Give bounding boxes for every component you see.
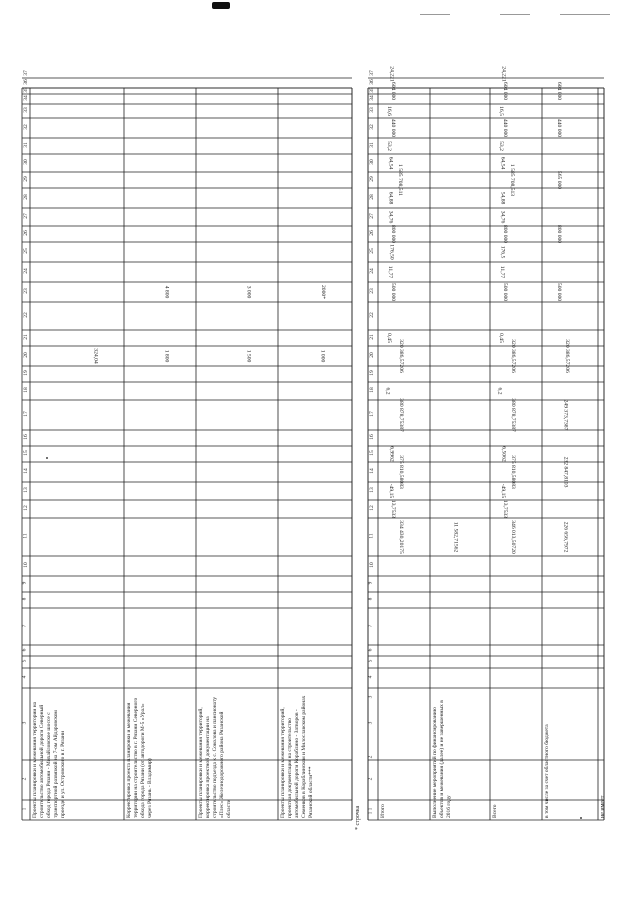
- right-cell-value: 176,5: [499, 245, 506, 259]
- column-number: 14: [368, 468, 375, 474]
- right-cell-value: 11,77: [387, 265, 394, 279]
- left-footnote: * строчка: [355, 805, 361, 830]
- right-cell-value: 320 386,57206: [397, 339, 404, 373]
- right-cell-value: 249 373,7387: [562, 399, 569, 431]
- column-number: 5: [21, 659, 28, 663]
- column-number: 12: [368, 505, 375, 511]
- column-number: 35: [22, 87, 29, 93]
- column-number: 15: [22, 450, 29, 456]
- column-number: 8: [367, 597, 374, 601]
- column-number: 16: [22, 434, 29, 440]
- column-number: 1: [21, 807, 28, 811]
- left-row-name: Проекты планировки и межевания территорий, корректировка проектной документации на строительство подъезда к с. Соколова и пансионату «Плес» Железнодорожного района Рязанской области: [198, 696, 232, 818]
- right-cell-value: 800 000: [502, 224, 509, 244]
- column-number: 27: [368, 213, 375, 219]
- right-cell-value: 380 878,75387: [397, 398, 404, 432]
- right-row-name: в том числе за счет областного бюджета: [544, 724, 550, 818]
- column-number: 27: [22, 213, 29, 219]
- right-cell-value: 500 000: [390, 282, 397, 302]
- column-number: 18: [368, 387, 375, 393]
- column-number: 34: [368, 95, 375, 101]
- right-cell-value: 24,221: [388, 66, 395, 82]
- right-row-name: Выполнение мероприятий по финансированию объектов и межевания (далее) и не завершенных в 2016 году: [432, 700, 452, 818]
- right-cell-value: 320 386,57206: [563, 339, 570, 373]
- column-number: 2: [367, 777, 374, 781]
- right-cell-value: 375 810,58083: [397, 455, 404, 489]
- right-cell-value: 64,54: [499, 156, 506, 170]
- left-cell-value: 1 000: [319, 349, 326, 363]
- right-cell-value: 500 000: [502, 282, 509, 302]
- column-number: 30: [368, 159, 375, 165]
- right-header-index: 2: [367, 755, 374, 759]
- column-number: 24: [368, 268, 375, 274]
- right-footer: не имеет: [600, 795, 606, 818]
- column-number: 28: [368, 194, 375, 200]
- right-cell-value: 320 386,57206: [509, 339, 516, 373]
- right-cell-value: 11 582,71562: [452, 521, 459, 553]
- left-row-name: Корректировка проекта планировки и межевания территории на строительство в г. Рязани Северного обхода города Рязани (от автодороги М-5 «Урал» через Рязань - Владимир): [126, 697, 153, 818]
- right-cell-value: 1 585 708,511: [396, 164, 403, 196]
- right-row-name: Итого: [380, 804, 386, 818]
- right-cell-value: 440 000: [390, 118, 397, 138]
- column-number: 11: [368, 533, 375, 539]
- column-number: 26: [22, 230, 29, 236]
- column-number: 2: [21, 777, 28, 781]
- column-number: 32: [368, 124, 375, 130]
- right-cell-value: 604 000: [502, 81, 509, 101]
- right-cell-value: 53,2: [385, 141, 392, 151]
- column-number: 4: [21, 675, 28, 679]
- column-number: 33: [368, 107, 375, 113]
- column-number: 10: [368, 562, 375, 568]
- right-cell-value: 16,6: [385, 106, 392, 116]
- right-cell-value: 0,45: [497, 333, 504, 343]
- column-number: 17: [22, 411, 29, 417]
- right-cell-value: 6,5062: [500, 446, 507, 462]
- column-number: 21: [22, 334, 29, 340]
- column-number: 25: [368, 248, 375, 254]
- right-cell-value: 6,2: [384, 387, 391, 395]
- right-cell-value: 16,5: [497, 106, 504, 116]
- right-cell-value: 226 656,7972: [562, 521, 569, 553]
- column-number: 18: [22, 387, 29, 393]
- column-number: 19: [368, 370, 375, 376]
- right-cell-value: 0,45: [385, 333, 392, 343]
- column-number: 19: [22, 370, 29, 376]
- right-cell-value: 500 000: [556, 282, 563, 302]
- column-number: 34: [22, 95, 29, 101]
- column-number: 31: [368, 142, 375, 148]
- column-number: 16: [368, 434, 375, 440]
- right-cell-value: 53,2: [497, 141, 504, 151]
- column-number: 24: [22, 268, 29, 274]
- right-cell-value: 24,221: [500, 66, 507, 82]
- column-number: 31: [22, 142, 29, 148]
- right-cell-value: 64,88: [387, 191, 394, 205]
- right-cell-value: 6,2: [496, 387, 503, 395]
- column-number: 5: [367, 659, 374, 663]
- column-number: 33: [22, 107, 29, 113]
- column-number: 13: [22, 487, 29, 493]
- right-cell-value: 176,50: [388, 244, 395, 260]
- right-cell-value: 380 878,75387: [509, 398, 516, 432]
- column-number: 29: [22, 176, 29, 182]
- right-cell-value: 13,7533: [390, 499, 397, 519]
- right-cell-value: 13,7533: [502, 499, 509, 519]
- column-number: 22: [22, 312, 29, 318]
- column-number: 20: [22, 352, 29, 358]
- left-row-name: Проекты планировки и межевания территории на строительство автомобильной дороги Северный обход города Рязани - Михайловское шоссе с транспортной развязкой на 7-ом Айдаровском проезде и ул. Островского в г. Рязани: [32, 701, 66, 818]
- column-number: 6: [367, 648, 374, 651]
- column-number: 4: [367, 675, 374, 679]
- right-cell-value: -49,15: [388, 483, 395, 499]
- column-number: 32: [22, 124, 29, 130]
- column-number: 14: [22, 468, 29, 474]
- right-cell-value: 11,77: [499, 265, 506, 279]
- column-number: 37: [368, 70, 375, 76]
- column-number: 3: [21, 721, 28, 725]
- column-number: 17: [368, 411, 375, 417]
- column-number: 28: [22, 194, 29, 200]
- column-number: 10: [22, 562, 29, 568]
- left-cell-value: 1 800: [163, 349, 170, 363]
- column-number: 30: [22, 159, 29, 165]
- right-cell-value: 604 000: [390, 81, 397, 101]
- column-number: 9: [367, 581, 374, 585]
- left-cell-value: 4 800: [163, 285, 170, 299]
- column-number: 15: [368, 450, 375, 456]
- column-number: 20: [368, 352, 375, 358]
- right-cell-value: 440 000: [556, 118, 563, 138]
- right-cell-value: 334 430,20175: [397, 520, 404, 554]
- right-cell-value: 375 810,58083: [509, 455, 516, 489]
- column-number: 35: [368, 87, 375, 93]
- right-cell-value: 800 000: [390, 224, 397, 244]
- column-number: 36: [368, 79, 375, 85]
- column-number: 21: [368, 334, 375, 340]
- right-cell-value: 565 000: [556, 170, 563, 190]
- left-cell-value: 3 000: [245, 285, 252, 299]
- column-number: 13: [368, 487, 375, 493]
- right-cell-value: 1 585 708,513: [509, 163, 516, 197]
- column-number: 7: [21, 624, 28, 627]
- column-number: 25: [22, 248, 29, 254]
- column-number: 12: [22, 505, 29, 511]
- column-number: 36: [22, 79, 29, 85]
- column-number: 11: [22, 533, 29, 539]
- right-cell-value: -49,15: [500, 483, 507, 499]
- column-number: 23: [22, 288, 29, 294]
- left-cell-value: 324,04: [92, 348, 99, 364]
- left-row-name: Проекты планировки и межевания территорий, проектная документация на строительство автомобильной дороги Кораблино - Затворов - Семенков в Кораблинском и Милославском районах Рязанской области***: [280, 695, 314, 818]
- column-number: 29: [368, 176, 375, 182]
- right-cell-value: 34,76: [387, 210, 394, 224]
- column-number: 37: [22, 70, 29, 76]
- column-number: 9: [21, 581, 28, 585]
- column-number: 6: [21, 648, 28, 651]
- right-cell-value: 54,88: [499, 191, 506, 205]
- column-number: 3: [367, 721, 374, 725]
- right-cell-value: 232 847,8103: [562, 456, 569, 488]
- right-cell-value: 346 013,50720: [509, 520, 516, 554]
- column-number: 8: [21, 597, 28, 601]
- left-cell-value: 1 500: [245, 349, 252, 363]
- right-cell-value: 604 000: [556, 81, 563, 101]
- right-row-name: Всего: [492, 804, 498, 818]
- column-number: 26: [368, 230, 375, 236]
- left-cell-value: 2000*: [319, 285, 326, 299]
- right-cell-value: 800 000: [556, 224, 563, 244]
- right-header-index: 1: [367, 811, 374, 815]
- right-cell-value: 34,76: [499, 210, 506, 224]
- column-number: 1: [367, 807, 374, 811]
- right-cell-value: 440 000: [502, 118, 509, 138]
- column-number: 23: [368, 288, 375, 294]
- right-header-index: 3: [367, 695, 374, 699]
- right-cell-value: 64,54: [387, 156, 394, 170]
- right-cell-value: 6,9962: [388, 446, 395, 462]
- column-number: 7: [367, 624, 374, 627]
- column-number: 22: [368, 312, 375, 318]
